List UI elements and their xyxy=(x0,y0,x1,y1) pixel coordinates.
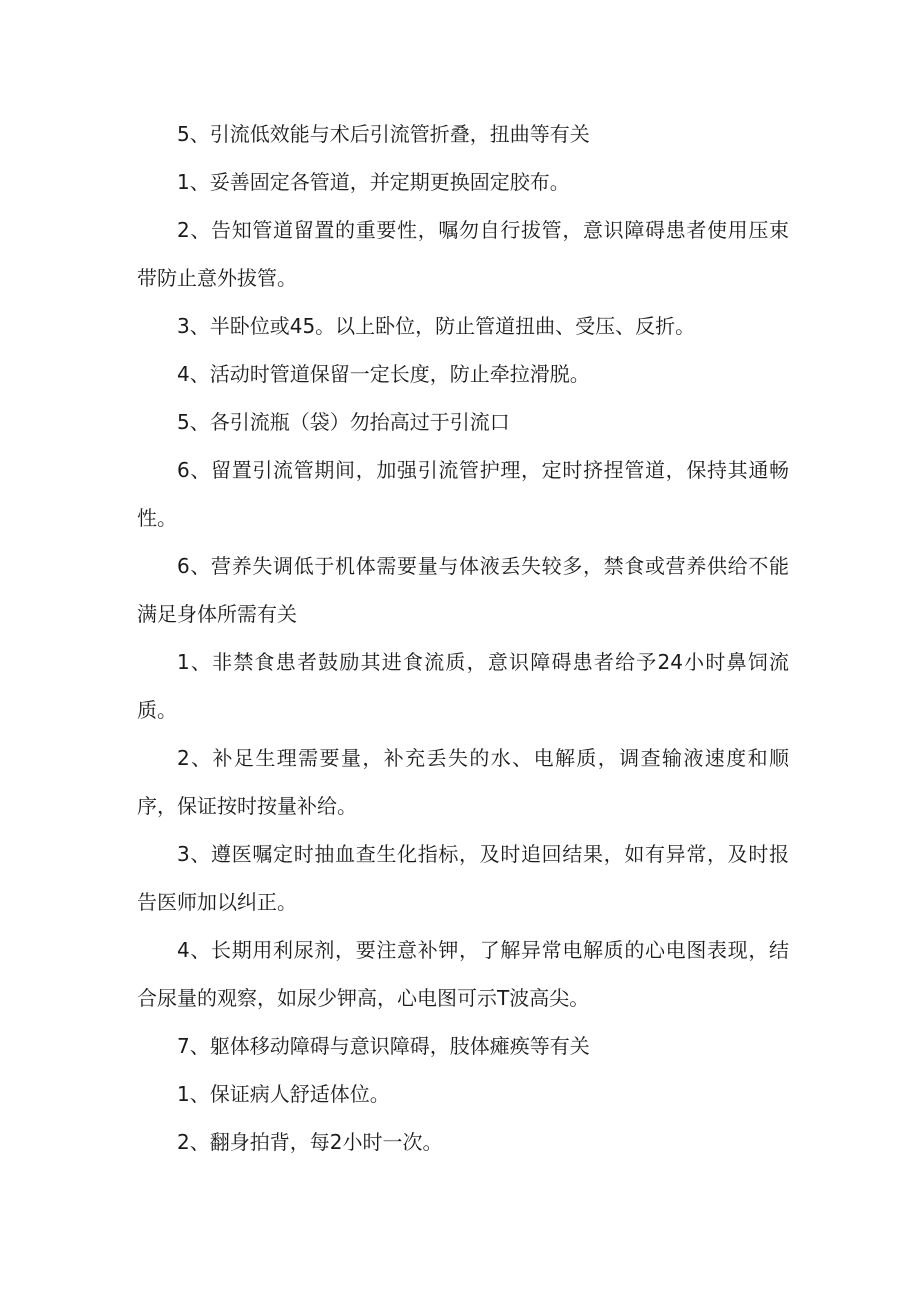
list-item: 6、留置引流管期间，加强引流管护理，定时挤捏管道，保持其通畅性。 xyxy=(137,458,789,530)
list-item: 3、遵医嘱定时抽血查生化指标，及时追回结果，如有异常，及时报告医师加以纠正。 xyxy=(137,842,789,914)
list-item: 1、妥善固定各管道，并定期更换固定胶布。 xyxy=(177,170,570,194)
document-body xyxy=(137,110,789,1166)
list-item: 2、翻身拍背，每2小时一次。 xyxy=(177,1130,443,1154)
list-item: 3、半卧位或45。以上卧位，防止管道扭曲、受压、反折。 xyxy=(177,314,696,338)
section-heading-nutrition: 6、营养失调低于机体需要量与体液丢失较多，禁食或营养供给不能满足身体所需有关 xyxy=(137,554,789,626)
list-item: 5、各引流瓶（袋）勿抬高过于引流口 xyxy=(177,410,510,434)
list-item: 1、保证病人舒适体位。 xyxy=(177,1082,390,1106)
section-heading-mobility: 7、躯体移动障碍与意识障碍，肢体瘫痪等有关 xyxy=(177,1034,590,1058)
list-item: 2、补足生理需要量，补充丢失的水、电解质，调查输液速度和顺序，保证按时按量补给。 xyxy=(137,746,789,818)
list-item: 2、告知管道留置的重要性，嘱勿自行拔管，意识障碍患者使用压束带防止意外拔管。 xyxy=(137,218,789,290)
section-heading-drainage: 5、引流低效能与术后引流管折叠，扭曲等有关 xyxy=(177,122,590,146)
list-item: 1、非禁食患者鼓励其进食流质，意识障碍患者给予24小时鼻饲流质。 xyxy=(137,650,789,722)
list-item: 4、活动时管道保留一定长度，防止牵拉滑脱。 xyxy=(177,362,590,386)
list-item: 4、长期用利尿剂，要注意补钾，了解异常电解质的心电图表现，结合尿量的观察，如尿少钾高，心电图可示T波高尖。 xyxy=(137,938,789,1010)
